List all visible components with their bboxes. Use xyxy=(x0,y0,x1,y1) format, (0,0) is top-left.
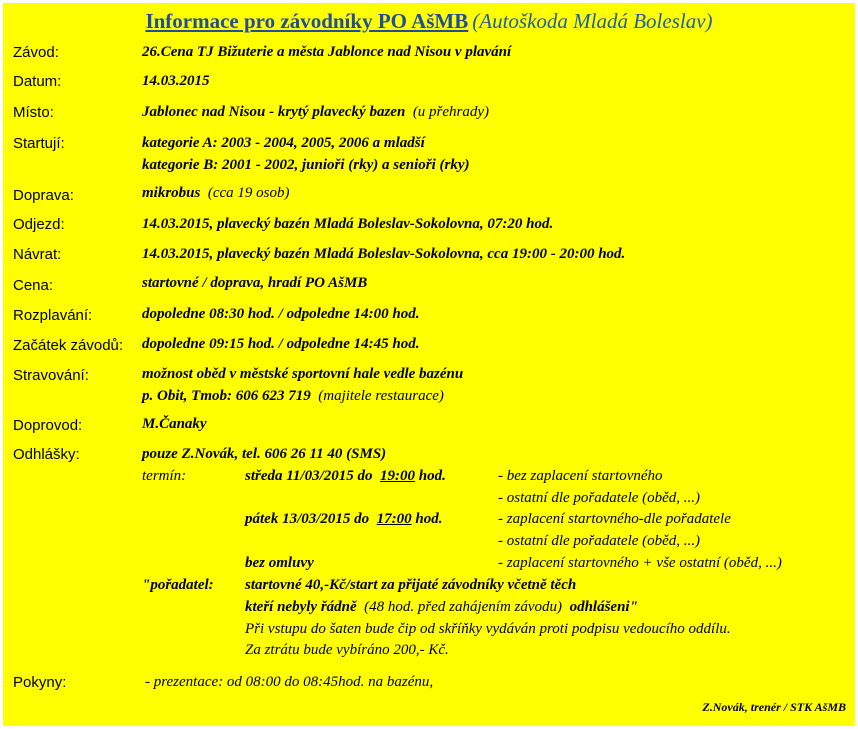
odhlasky-patek xyxy=(245,511,443,528)
value-navrat: 14.03.2015, plavecký bazén Mladá Boleslav-Sokolovna, cca 19:00 - 20:00 hod. xyxy=(142,246,626,262)
poradatel-line2b: (48 hod. před zahájením závodu) xyxy=(364,599,563,615)
value-misto-note: (u přehrady) xyxy=(412,104,490,120)
odhlasky-streda xyxy=(245,468,446,485)
value-pokyny: - prezentace: od 08:00 do 08:45hod. na bazénu, xyxy=(145,674,434,690)
odhlasky-bez-omluvy: bez omluvy xyxy=(245,555,314,571)
odhlasky-streda-line1: - bez zaplacení startovného xyxy=(498,468,663,484)
value-odhlasky: pouze Z.Novák, tel. 606 26 11 40 (SMS) xyxy=(142,446,387,462)
value-doprava-text: mikrobus xyxy=(142,185,201,201)
value-doprava-note: (cca 19 osob) xyxy=(207,185,290,201)
value-misto xyxy=(142,104,489,121)
value-rozplavani: dopoledne 08:30 hod. / odpoledne 14:00 hod. xyxy=(142,306,420,322)
odhlasky-bez-omluvy-note: - zaplacení startovného + vše ostatní (oběd, ...) xyxy=(498,555,782,571)
value-datum: 14.03.2015 xyxy=(142,73,210,89)
page-subtitle: (Autoškoda Mladá Boleslav) xyxy=(472,9,713,33)
value-doprovod: M.Čanaky xyxy=(142,416,207,432)
odhlasky-patek-time: 17:00 xyxy=(376,511,412,527)
signature: Z.Novák, trenér / STK AšMB xyxy=(702,700,846,714)
poradatel-line3: Při vstupu do šaten bude čip od skříňky vydáván proti podpisu vedoucího oddílu. xyxy=(245,621,731,637)
info-sheet xyxy=(3,3,855,726)
poradatel-line2c: odhlášeni" xyxy=(569,599,638,615)
label-rozplavani: Rozplavání: xyxy=(13,307,93,324)
value-misto-text: Jablonec nad Nisou - krytý plavecký bazen xyxy=(142,104,406,120)
page-header xyxy=(3,9,855,34)
value-cena: startovné / doprava, hradí PO AšMB xyxy=(142,275,368,291)
odhlasky-patek-line1: - zaplacení startovného-dle pořadatele xyxy=(498,511,731,527)
odhlasky-streda-prefix: středa 11/03/2015 do xyxy=(245,468,373,484)
value-zavod: 26.Cena TJ Bižuterie a města Jablonce nad Nisou v plavání xyxy=(142,44,512,60)
label-doprava: Doprava: xyxy=(13,187,74,204)
label-datum: Datum: xyxy=(13,73,62,90)
value-startuji-line2: kategorie B: 2001 - 2002, junioři (rky) a senioři (rky) xyxy=(142,157,470,173)
label-stravovani: Stravování: xyxy=(13,367,89,384)
label-odhlasky: Odhlášky: xyxy=(13,446,80,463)
odhlasky-patek-line2: - ostatní dle pořadatele (oběd, ...) xyxy=(498,533,701,549)
odhlasky-streda-time: 19:00 xyxy=(380,468,416,484)
odhlasky-patek-suffix: hod. xyxy=(415,511,443,527)
value-doprava xyxy=(142,185,290,202)
odhlasky-termin-label: termín: xyxy=(142,468,187,484)
value-stravovani-contact: p. Obit, Tmob: 606 623 719 xyxy=(142,388,311,404)
label-cena: Cena: xyxy=(13,277,54,294)
value-stravovani-line1: možnost oběd v městské sportovní hale vedle bazénu xyxy=(142,366,464,382)
page-title[interactable]: Informace pro závodníky PO AšMB xyxy=(145,9,469,33)
odhlasky-patek-prefix: pátek 13/03/2015 do xyxy=(245,511,370,527)
value-zacatek: dopoledne 09:15 hod. / odpoledne 14:45 hod. xyxy=(142,336,420,352)
value-startuji-line1: kategorie A: 2003 - 2004, 2005, 2006 a mladší xyxy=(142,135,425,151)
label-zavod: Závod: xyxy=(13,44,59,61)
value-odjezd: 14.03.2015, plavecký bazén Mladá Boleslav-Sokolovna, 07:20 hod. xyxy=(142,216,554,232)
poradatel-line2 xyxy=(245,599,638,616)
poradatel-line4: Za ztrátu bude vybíráno 200,- Kč. xyxy=(245,642,449,658)
label-pokyny: Pokyny: xyxy=(13,674,67,691)
value-stravovani-line2 xyxy=(142,388,444,405)
label-navrat: Návrat: xyxy=(13,246,62,263)
label-odjezd: Odjezd: xyxy=(13,216,65,233)
poradatel-line2a: kteří nebyly řádně xyxy=(245,599,357,615)
label-zacatek: Začátek závodů: xyxy=(13,337,124,354)
poradatel-label: "pořadatel: xyxy=(142,577,214,593)
odhlasky-streda-line2: - ostatní dle pořadatele (oběd, ...) xyxy=(498,490,701,506)
value-stravovani-note: (majitele restaurace) xyxy=(318,388,444,404)
label-startuji: Startují: xyxy=(13,135,65,152)
odhlasky-streda-suffix: hod. xyxy=(418,468,446,484)
label-doprovod: Doprovod: xyxy=(13,417,83,434)
poradatel-line1: startovné 40,-Kč/start za přijaté závodníky včetně těch xyxy=(245,577,577,593)
label-misto: Místo: xyxy=(13,104,54,121)
